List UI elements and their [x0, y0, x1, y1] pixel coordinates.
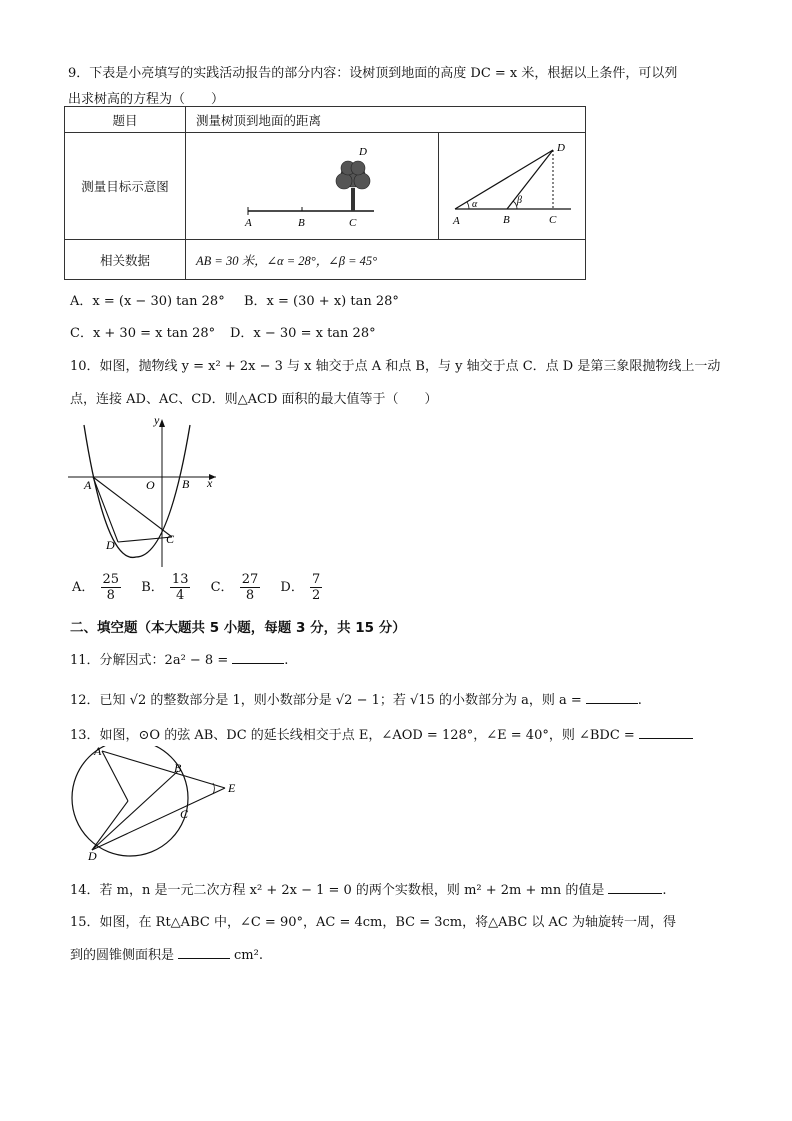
q9-table — [64, 106, 586, 280]
tree-diagram-cell — [186, 133, 439, 240]
label-D: D — [106, 538, 115, 552]
q11: 11．分解因式：2a² − 8 = . — [70, 653, 289, 668]
label-C: C — [349, 217, 357, 229]
table-row-data-label: 相关数据 — [65, 240, 186, 280]
table-header-2: 测量树顶到地面的距离 — [186, 107, 586, 133]
label-A: A — [453, 215, 460, 227]
q10-option-d: D． $\frac{7}{2}$ — [280, 572, 321, 603]
label-C: C — [549, 214, 557, 226]
tree-icon — [336, 161, 370, 189]
label-O: O — [146, 478, 155, 492]
label-x: x — [207, 476, 213, 490]
label-beta: β — [517, 195, 522, 206]
q9-line1: 9．下表是小亮填写的实践活动报告的部分内容：设树顶到地面的高度 DC = x 米，根据以上条件，可以列 — [68, 66, 678, 81]
q12: 12．已知 √2 的整数部分是 1，则小数部分是 √2 − 1；若 √15 的小数部分为 a，则 a = . — [70, 693, 642, 708]
table-row-diagram-label: 测量目标示意图 — [65, 133, 186, 240]
q10-line2: 点，连接 AD、AC、CD．则△ACD 面积的最大值等于（ ） — [70, 392, 438, 407]
label-y: y — [154, 415, 160, 427]
q13-circle-figure — [66, 746, 246, 862]
label-B: B — [503, 214, 510, 226]
q10-option-a: A． $\frac{25}{8}$ — [72, 572, 120, 603]
label-B: B — [174, 761, 182, 775]
label-B: B — [182, 477, 190, 491]
table-header-1: 题目 — [65, 107, 186, 133]
table-row-data-value: AB = 30 米，∠α = 28°，∠β = 45° — [186, 240, 586, 280]
tree-trunk — [351, 188, 355, 211]
q10-parabola-figure — [66, 415, 226, 570]
angle-diagram-cell — [439, 133, 586, 240]
q9-option-c: C．x + 30 = x tan 28° — [70, 326, 216, 341]
angle-diagram — [439, 133, 585, 236]
q10-option-c: C． $\frac{27}{8}$ — [210, 572, 259, 603]
q15-line1: 15．如图，在 Rt△ABC 中，∠C = 90°，AC = 4cm，BC = 3cm，将△ABC 以 AC 为轴旋转一周，得 — [70, 915, 676, 930]
label-B: B — [298, 217, 305, 229]
label-A: A — [94, 746, 102, 758]
q10-option-b: B． $\frac{13}{4}$ — [141, 572, 189, 603]
q9-option-b: B．x = (30 + x) tan 28° — [244, 294, 399, 309]
q10-line1: 10．如图，抛物线 y = x² + 2x − 3 与 x 轴交于点 A 和点 B，与 y 轴交于点 C．点 D 是第三象限抛物线上一动 — [70, 359, 721, 374]
label-C: C — [180, 807, 189, 821]
q9-line2: 出求树高的方程为（ ） — [68, 92, 225, 107]
label-C: C — [166, 532, 175, 546]
label-D: D — [359, 146, 367, 158]
label-D: D — [88, 849, 97, 862]
label-E: E — [228, 781, 236, 795]
q9-option-a: A．x = (x − 30) tan 28° — [70, 294, 225, 309]
q15-line2: 到的圆锥侧面积是 cm². — [70, 948, 263, 963]
q13: 13．如图，⊙O 的弦 AB、DC 的延长线相交于点 E，∠AOD = 128°，∠E = 40°，则 ∠BDC = — [70, 724, 693, 743]
q9-option-d: D．x − 30 = x tan 28° — [230, 326, 376, 341]
label-A: A — [245, 217, 252, 229]
section-2-heading: 二、填空题（本大题共 5 小题，每题 3 分，共 15 分） — [70, 620, 406, 636]
label-alpha: α — [472, 199, 478, 210]
tree-diagram — [186, 133, 438, 236]
q14: 14．若 m，n 是一元二次方程 x² + 2x − 1 = 0 的两个实数根，则 m² + 2m + mn 的值是 . — [70, 883, 667, 898]
label-A: A — [84, 478, 92, 492]
q10-options — [72, 572, 324, 603]
label-D: D — [557, 142, 565, 154]
